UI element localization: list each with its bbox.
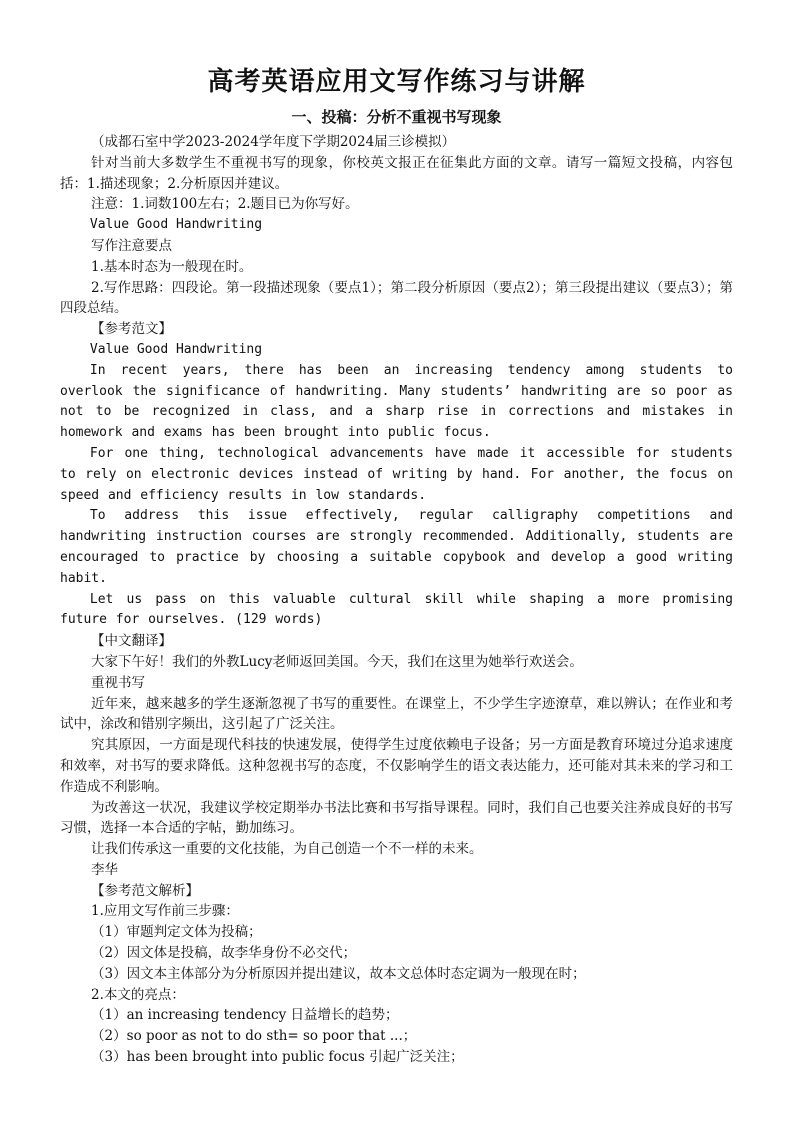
- essay-title-prompt: Value Good Handwriting: [89, 217, 263, 233]
- translation-paragraph-4: 让我们传承这一重要的文化技能，为自己创造一个不一样的未来。: [91, 841, 483, 858]
- writing-point-2: 2.写作思路：四段论。第一段描述现象（要点1）；第二段分析原因（要点2）；第三段提出建议（要点3）；第四段总结。: [60, 279, 733, 317]
- translation-greeting: 大家下午好！我们的外教Lucy老师返回美国。今天，我们在这里为她举行欢送会。: [91, 653, 583, 670]
- analysis-item-2: 2.本文的亮点：: [91, 986, 185, 1003]
- essay-paragraph-1: In recent years, there has been an increasing tendency among students to overlook the significance of handwriting. Many students’ handwriting are so poor as not to be recognized in class, and a sharp rise in corrections and mistakes in homework and exams has been brought into public focus.: [60, 362, 733, 441]
- analysis-heading: 【参考范文解析】: [91, 882, 200, 899]
- essay-paragraph-2: For one thing, technological advancements have made it accessible for students to rely on electronic devices instead of writing by hand. For another, the focus on speed and efficiency results in low standards.: [60, 445, 733, 503]
- analysis-item-2-2: （2）so poor as not to do sth= so poor that ...；: [91, 1028, 417, 1045]
- document-subtitle: 一、投稿：分析不重视书写现象: [291, 108, 502, 126]
- source-line: （成都石室中学2023-2024学年度下学期2024届三诊模拟）: [91, 134, 456, 150]
- sample-heading: 【参考范文】: [91, 321, 173, 338]
- analysis-item-2-1: （1）an increasing tendency 日益增长的趋势；: [91, 1007, 399, 1024]
- translation-paragraph-1: 近年来，越来越多的学生逐渐忽视了书写的重要性。在课堂上，不少学生字迹潦草，难以辨认；在作业和考试中，涂改和错别字频出，这引起了广泛关注。: [60, 695, 733, 733]
- analysis-item-1-1: （1）审题判定文体为投稿；: [91, 924, 262, 941]
- writing-point-1: 1.基本时态为一般现在时。: [91, 258, 253, 275]
- translation-heading: 【中文翻译】: [91, 633, 173, 650]
- document-title: 高考英语应用文写作练习与讲解: [207, 67, 586, 97]
- writing-points-heading: 写作注意要点: [91, 237, 173, 254]
- essay-paragraph-4: Let us pass on this valuable cultural skill while shaping a more promising future for ourselves. (129 words): [60, 591, 733, 628]
- document-page: [60, 62, 733, 1068]
- analysis-item-1: 1.应用文写作前三步骤：: [91, 903, 239, 920]
- translation-title: 重视书写: [91, 674, 146, 691]
- task-note: 注意：1.词数100左右；2.题目已为你写好。: [91, 196, 359, 213]
- essay-paragraph-3: To address this issue effectively, regular calligraphy competitions and handwriting instruction courses are strongly recommended. Additionally, students are encouraged to practice by choosing a suitable copybook and develop a good writing habit.: [60, 508, 733, 586]
- translation-paragraph-3: 为改善这一状况，我建议学校定期举办书法比赛和书写指导课程。同时，我们自己也要关注养成良好的书写习惯，选择一本合适的字帖，勤加练习。: [60, 799, 733, 837]
- analysis-item-1-2: （2）因文体是投稿，故李华身份不必交代；: [91, 945, 357, 962]
- essay-title-sample: Value Good Handwriting: [89, 341, 263, 357]
- translation-signature: 李华: [91, 861, 119, 878]
- analysis-item-1-3: （3）因文本主体部分为分析原因并提出建议，故本文总体时态定调为一般现在时；: [91, 965, 586, 982]
- task-prompt: 针对当前大多数学生不重视书写的现象，你校英文报正在征集此方面的文章。请写一篇短文投稿，内容包括：1.描述现象；2.分析原因并建议。: [60, 154, 733, 192]
- analysis-item-2-3: （3）has been brought into public focus 引起广泛关注；: [91, 1049, 464, 1066]
- translation-paragraph-2: 究其原因，一方面是现代科技的快速发展，使得学生过度依赖电子设备；另一方面是教育环境过分追求速度和效率，对书写的要求降低。这种忽视书写的态度，不仅影响学生的语文表达能力，还可能对其未来的学习和工作造成不利影响。: [60, 737, 733, 795]
